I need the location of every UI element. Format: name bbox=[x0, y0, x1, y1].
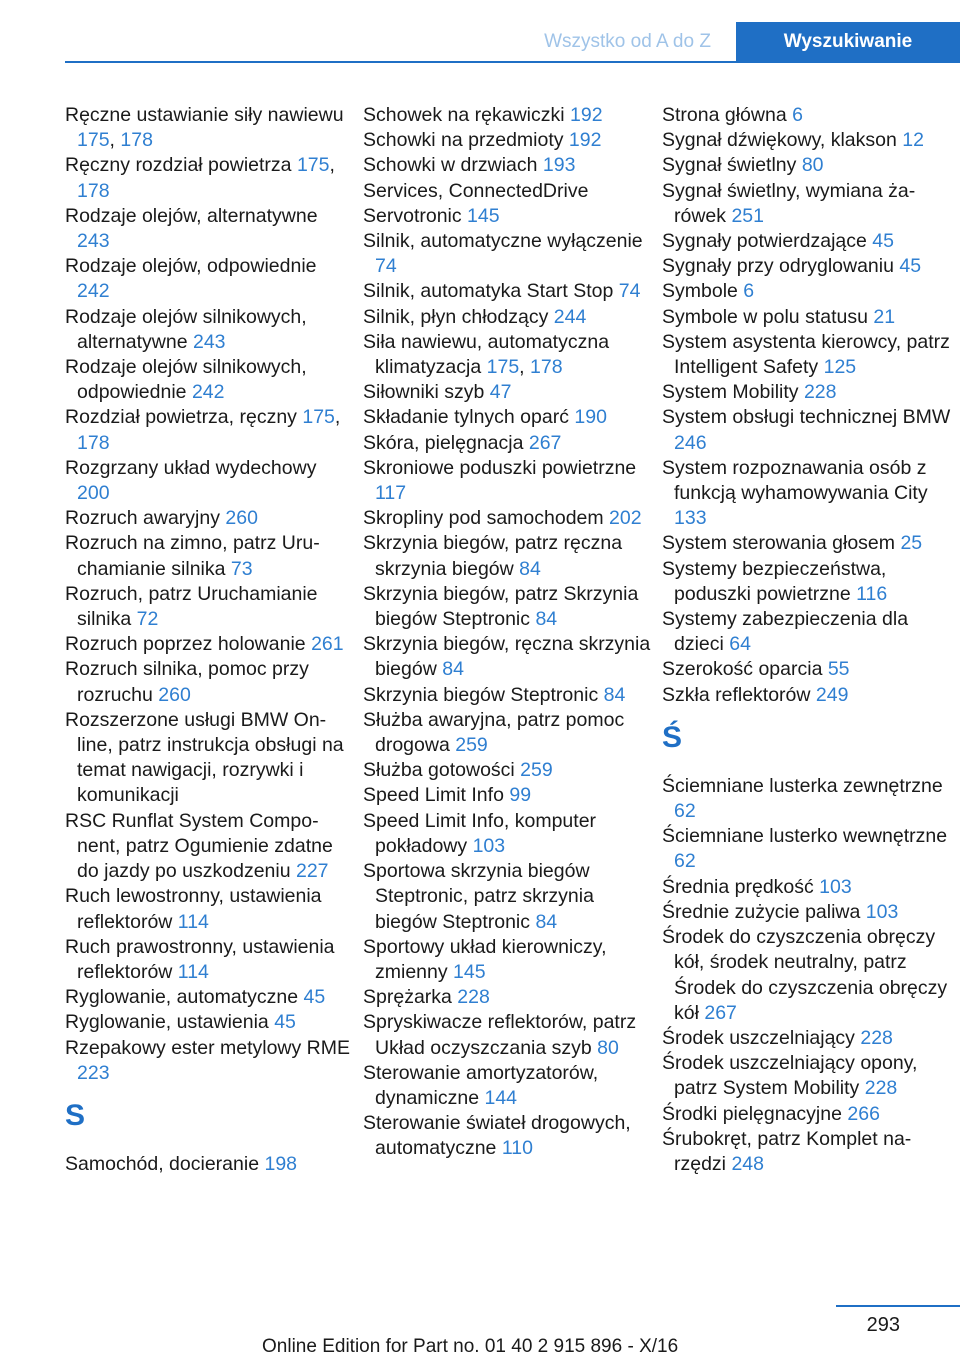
index-term: Służba awaryjna, patrz pomoc drogowa bbox=[363, 708, 625, 757]
index-entry bbox=[662, 1127, 952, 1177]
page-link[interactable]: 62 bbox=[674, 800, 696, 823]
index-term: Sportowa skrzynia biegów Steptronic, patrz skrzynia biegów Steptronic bbox=[363, 860, 594, 933]
index-entry bbox=[363, 279, 653, 304]
index-term: Skropliny pod samochodem bbox=[363, 507, 610, 530]
index-term: Schowki w drzwiach bbox=[363, 154, 543, 177]
index-term: Średnie zużycie paliwa bbox=[662, 900, 866, 923]
index-term: Sygnał świetlny bbox=[662, 154, 802, 177]
index-entry bbox=[662, 531, 952, 556]
page-link[interactable]: 72 bbox=[136, 608, 159, 631]
index-term: Średnia prędkość bbox=[662, 875, 820, 898]
index-term: Składanie tylnych oparć bbox=[363, 406, 575, 429]
page-link[interactable]: 64 bbox=[729, 633, 751, 656]
page-link[interactable]: 45 bbox=[274, 1011, 296, 1034]
index-entry bbox=[363, 431, 653, 456]
index-term: Symbole bbox=[662, 280, 744, 303]
page-link[interactable]: 99 bbox=[509, 784, 532, 807]
page-link[interactable]: 133 bbox=[674, 507, 707, 530]
index-entry bbox=[662, 824, 952, 874]
index-term: Schowki na przedmioty bbox=[363, 129, 569, 152]
index-entry bbox=[662, 900, 952, 925]
index-entry bbox=[662, 229, 952, 254]
page-link[interactable]: 84 bbox=[603, 683, 626, 706]
footer-divider bbox=[836, 1305, 960, 1307]
index-entry bbox=[65, 1010, 350, 1035]
page-link[interactable]: 80 bbox=[801, 154, 824, 177]
page-link[interactable]: 260 bbox=[158, 683, 191, 706]
index-term: Ręczne ustawianie siły nawiewu bbox=[65, 104, 344, 126]
index-entry bbox=[65, 632, 350, 657]
index-entry bbox=[662, 254, 952, 279]
index-term: Sygnał dźwiękowy, klakson bbox=[662, 129, 903, 152]
page-link[interactable]: 175 bbox=[302, 406, 335, 429]
page-link[interactable]: 251 bbox=[731, 204, 764, 227]
page-link[interactable]: 259 bbox=[455, 734, 488, 757]
index-term: System asystenta kierowcy, patrz Intelligent Safety bbox=[662, 330, 950, 379]
page-link[interactable]: 242 bbox=[77, 280, 110, 303]
index-term: Siłowniki szyb bbox=[363, 381, 490, 404]
page-link[interactable]: 178 bbox=[530, 356, 563, 379]
index-term: Środki pielęgnacyjne bbox=[662, 1102, 848, 1125]
index-term: Szkła reflektorów bbox=[662, 683, 816, 706]
index-entry bbox=[662, 607, 952, 657]
page-link[interactable]: 80 bbox=[597, 1036, 619, 1059]
index-entry bbox=[662, 153, 952, 178]
index-term: Szerokość oparcia bbox=[662, 658, 828, 681]
page-link[interactable]: 192 bbox=[570, 104, 603, 126]
index-entry bbox=[662, 683, 952, 708]
page-link[interactable]: 114 bbox=[177, 910, 209, 933]
index-term: Symbole w polu statusu bbox=[662, 305, 874, 328]
index-entry bbox=[65, 884, 350, 934]
page-link[interactable]: 25 bbox=[900, 532, 923, 555]
index-entry bbox=[363, 985, 653, 1010]
index-term: RSC Runflat System Component, patrz Ogumienie zdatne do jazdy po uszkodzeniu bbox=[65, 809, 333, 883]
index-term: Środek do czyszczenia obręczy kół, środek neutralny, patrz Środek do czyszczenia obręczy kół bbox=[662, 926, 948, 1024]
index-entry bbox=[662, 305, 952, 330]
index-entry bbox=[662, 1026, 952, 1051]
index-entry bbox=[363, 405, 653, 430]
index-entry bbox=[363, 204, 653, 229]
index-term: Sygnały przy odryglowaniu bbox=[662, 255, 900, 278]
index-term: Rozruch na zimno, patrz Uruchamianie silnika bbox=[65, 532, 320, 580]
edition-note: Online Edition for Part no. 01 40 2 915 896 - X/16 bbox=[262, 1336, 679, 1357]
section-letter: S bbox=[65, 1098, 86, 1132]
page-link[interactable]: 62 bbox=[674, 850, 696, 873]
page-link[interactable]: 228 bbox=[864, 1077, 898, 1100]
page-link[interactable]: 84 bbox=[519, 557, 541, 580]
index-term: Speed Limit Info bbox=[363, 784, 510, 807]
page-link[interactable]: 175 bbox=[77, 129, 110, 152]
page-link[interactable]: 267 bbox=[528, 431, 562, 454]
index-entry bbox=[662, 179, 952, 229]
page-link[interactable]: 178 bbox=[77, 431, 110, 454]
page-link[interactable]: 84 bbox=[535, 910, 558, 933]
index-term: Sygnały potwierdzające bbox=[662, 230, 873, 253]
index-entry bbox=[65, 305, 350, 355]
index-entry bbox=[65, 985, 350, 1010]
page-header bbox=[0, 0, 960, 62]
page-link[interactable]: 178 bbox=[120, 129, 153, 152]
index-entry bbox=[363, 1061, 653, 1111]
page-link[interactable]: 103 bbox=[819, 875, 852, 898]
index-term: Skrzynia biegów Steptronic bbox=[363, 683, 604, 706]
index-entry bbox=[363, 128, 653, 153]
index-term: Skrzynia biegów, ręczna skrzynia biegów bbox=[363, 633, 651, 681]
page-link[interactable]: 223 bbox=[77, 1061, 110, 1084]
index-term: Rozruch poprzez holowanie bbox=[65, 633, 312, 656]
index-entry bbox=[363, 683, 653, 708]
index-entry bbox=[65, 657, 350, 707]
index-entry bbox=[363, 708, 653, 758]
index-entry bbox=[363, 103, 653, 128]
index-entry: Siła nawiewu, automatyczna klimatyzacja 175, 178 bbox=[363, 330, 610, 379]
index-term: Rozruch, patrz Uruchamianie silnika bbox=[65, 582, 318, 631]
index-term: Sprężarka bbox=[363, 986, 458, 1009]
index-entry bbox=[363, 153, 653, 178]
index-term: Ruch lewostronny, ustawienia reflektorów bbox=[65, 885, 322, 933]
index-entry bbox=[662, 330, 952, 380]
page-link[interactable]: 47 bbox=[489, 381, 512, 404]
index-entry bbox=[662, 405, 952, 455]
index-term: Sterowanie amortyzatorów, dynamiczne bbox=[363, 1061, 599, 1109]
index-term: Skóra, pielęgnacja bbox=[363, 431, 529, 454]
index-entry bbox=[662, 657, 952, 682]
index-term: Spryskiwacze reflektorów, patrz Układ oczyszczania szyb bbox=[363, 1011, 637, 1059]
index-entry bbox=[363, 506, 653, 531]
index-term: Ściemniane lusterka zewnętrzne bbox=[662, 774, 943, 797]
index-term: Rodzaje olejów, odpowiednie bbox=[65, 255, 317, 278]
page-link[interactable]: 266 bbox=[847, 1102, 880, 1125]
index-entry bbox=[65, 582, 350, 632]
index-entry bbox=[65, 1152, 350, 1177]
page-link[interactable]: 259 bbox=[520, 759, 553, 782]
page-link[interactable]: 267 bbox=[704, 1001, 737, 1024]
index-term: Skrzynia biegów, patrz Skrzynia biegów Steptronic bbox=[363, 582, 639, 631]
index-term: Rzepakowy ester metylowy RME bbox=[65, 1036, 350, 1059]
index-term: Rodzaje olejów, alternatywne bbox=[65, 204, 318, 227]
index-term: Ryglowanie, ustawienia bbox=[65, 1011, 275, 1034]
index-entry bbox=[662, 103, 952, 128]
page-link[interactable]: 117 bbox=[375, 482, 407, 505]
index-entry bbox=[662, 380, 952, 405]
index-entry: Rozdział powietrza, ręczny 175, 178 bbox=[65, 406, 341, 454]
index-term: Strona główna bbox=[662, 104, 793, 126]
page-link[interactable]: 243 bbox=[192, 330, 226, 353]
page-link[interactable]: 243 bbox=[77, 230, 110, 253]
index-entry bbox=[363, 1111, 653, 1161]
page-link[interactable]: 45 bbox=[899, 255, 922, 278]
page-link[interactable]: 116 bbox=[856, 582, 888, 605]
page-link[interactable]: 248 bbox=[731, 1152, 764, 1175]
index-entry bbox=[65, 708, 350, 809]
index-entry bbox=[662, 279, 952, 304]
page-link[interactable]: 103 bbox=[865, 900, 899, 923]
page-link[interactable]: 55 bbox=[827, 658, 850, 681]
index-entry bbox=[363, 809, 653, 859]
index-column-3 bbox=[662, 103, 952, 1177]
index-term: Schowek na rękawiczki bbox=[363, 104, 570, 126]
index-term: Rozszerzone usługi BMW Online, patrz instrukcja obsługi na temat nawigacji, rozrywki i komunikacji bbox=[65, 708, 344, 807]
index-term: Speed Limit Info, komputer pokładowy bbox=[363, 809, 597, 857]
index-entry bbox=[662, 875, 952, 900]
page-link[interactable]: 228 bbox=[860, 1026, 893, 1049]
index-term: Systemy bezpieczeństwa, poduszki powietrzne bbox=[662, 557, 887, 605]
index-term: Silnik, automatyczne wyłączenie bbox=[363, 230, 643, 253]
index-entry bbox=[662, 128, 952, 153]
index-term: Systemy zabezpieczenia dla dzieci bbox=[662, 608, 909, 656]
index-entry bbox=[65, 254, 350, 304]
index-entry bbox=[363, 179, 653, 204]
page-link[interactable]: 261 bbox=[311, 633, 344, 656]
index-term: Ściemniane lusterko wewnętrzne bbox=[662, 825, 948, 848]
index-term: Skroniowe poduszki powietrzne bbox=[363, 456, 637, 479]
index-term: Sportowy układ kierowniczy, zmienny bbox=[363, 935, 607, 983]
index-entry bbox=[662, 1102, 952, 1127]
index-entry bbox=[65, 456, 350, 506]
page-link[interactable]: 198 bbox=[264, 1152, 298, 1175]
page-link[interactable]: 145 bbox=[453, 960, 486, 983]
page-link[interactable]: 242 bbox=[191, 381, 225, 404]
index-entry bbox=[363, 783, 653, 808]
index-entry bbox=[65, 355, 350, 405]
index-entry bbox=[363, 632, 653, 682]
index-entry bbox=[662, 1051, 952, 1101]
page-link[interactable]: 178 bbox=[77, 179, 110, 202]
index-entry bbox=[363, 935, 653, 985]
index-entry bbox=[363, 229, 653, 279]
index-term: Rodzaje olejów silnikowych, alternatywne bbox=[65, 305, 307, 353]
index-entry bbox=[363, 859, 653, 935]
page-link[interactable]: 246 bbox=[674, 431, 707, 454]
header-divider bbox=[65, 61, 960, 63]
page-link[interactable]: 244 bbox=[553, 305, 587, 328]
index-entry bbox=[363, 582, 653, 632]
page-link[interactable]: 228 bbox=[457, 986, 490, 1009]
page-link[interactable]: 45 bbox=[872, 230, 894, 253]
page-link[interactable]: 110 bbox=[501, 1137, 533, 1160]
page-link[interactable]: 249 bbox=[815, 683, 849, 706]
index-entry bbox=[363, 305, 653, 330]
index-entry: Ręczny rozdział powietrza 175, 178 bbox=[65, 154, 335, 202]
index-entry bbox=[65, 1036, 350, 1086]
index-term: Sygnał świetlny, wymiana żarówek bbox=[662, 179, 916, 227]
page-link[interactable]: 74 bbox=[618, 280, 641, 303]
index-term: System sterowania głosem bbox=[662, 532, 901, 555]
index-entry bbox=[65, 935, 350, 985]
page-link[interactable]: 21 bbox=[873, 305, 896, 328]
page-link[interactable]: 84 bbox=[535, 608, 558, 631]
index-term: System rozpoznawania osób z funkcją wyhamowywania City bbox=[662, 456, 928, 505]
tab-a-to-z[interactable]: Wszystko od A do Z bbox=[544, 31, 711, 52]
index-entry bbox=[363, 1010, 653, 1060]
index-term: Siła nawiewu, automatyczna klimatyzacja bbox=[363, 330, 610, 379]
index-term: Rodzaje olejów silnikowych, odpowiednie bbox=[65, 356, 307, 404]
index-entry: Ręczne ustawianie siły nawiewu 175, 178 bbox=[65, 104, 344, 152]
page-link[interactable]: 200 bbox=[77, 482, 110, 505]
page-link[interactable]: 12 bbox=[902, 129, 924, 152]
tab-search[interactable]: Wyszukiwanie bbox=[736, 22, 960, 62]
page-link[interactable]: 175 bbox=[486, 356, 520, 379]
index-column-1 bbox=[65, 103, 350, 1177]
page-link[interactable]: 84 bbox=[442, 658, 464, 681]
index-entry bbox=[65, 204, 350, 254]
index-entry bbox=[662, 925, 952, 1026]
index-term: Służba gotowości bbox=[363, 759, 521, 782]
page-link[interactable]: 125 bbox=[823, 356, 857, 379]
index-column-2 bbox=[363, 103, 653, 1162]
page-link[interactable]: 190 bbox=[574, 406, 607, 429]
index-entry bbox=[65, 531, 350, 581]
index-entry bbox=[363, 531, 653, 581]
page-link[interactable]: 73 bbox=[230, 557, 253, 580]
index-term: Rozgrzany układ wydechowy bbox=[65, 456, 317, 479]
index-entry bbox=[363, 758, 653, 783]
page-link[interactable]: 145 bbox=[467, 204, 500, 227]
index-term: Skrzynia biegów, patrz ręczna skrzynia biegów bbox=[363, 532, 623, 580]
index-term: System Mobility bbox=[662, 381, 804, 404]
page-link[interactable]: 192 bbox=[568, 129, 602, 152]
section-letter: Ś bbox=[662, 720, 683, 754]
index-term: Sterowanie świateł drogowych, automatyczne bbox=[363, 1112, 631, 1160]
index-term: Środek uszczelniający opony, patrz System Mobility bbox=[662, 1052, 918, 1100]
page-link[interactable]: 144 bbox=[484, 1086, 518, 1109]
index-term: Rozruch silnika, pomoc przy rozruchu bbox=[65, 658, 309, 706]
page-link[interactable]: 193 bbox=[542, 154, 576, 177]
page-link[interactable]: 74 bbox=[375, 255, 397, 278]
index-term: Silnik, płyn chłodzący bbox=[363, 305, 554, 328]
index-entry bbox=[65, 809, 350, 885]
index-term: Rozruch awaryjny bbox=[65, 507, 226, 530]
index-entry bbox=[662, 456, 952, 532]
index-term: System obsługi technicznej BMW bbox=[662, 406, 951, 429]
page-link[interactable]: 175 bbox=[296, 154, 330, 177]
index-entry bbox=[662, 774, 952, 824]
page-link[interactable]: 202 bbox=[609, 507, 642, 530]
index-term: Ruch prawostronny, ustawienia reflektorów bbox=[65, 935, 335, 983]
index-entry bbox=[363, 380, 653, 405]
index-entry bbox=[65, 506, 350, 531]
page-link[interactable]: 260 bbox=[225, 507, 258, 530]
page-link[interactable]: 227 bbox=[295, 860, 329, 883]
index-term: Samochód, docieranie bbox=[65, 1152, 265, 1175]
index-term: Rozdział powietrza, ręczny bbox=[65, 406, 303, 429]
index-term: Śrubokręt, patrz Komplet narzędzi bbox=[662, 1127, 912, 1175]
index-entry bbox=[662, 557, 952, 607]
index-term: Services, ConnectedDrive bbox=[363, 179, 589, 202]
index-term: Ręczny rozdział powietrza bbox=[65, 154, 297, 177]
page-link[interactable]: 45 bbox=[303, 986, 326, 1009]
index-term: Silnik, automatyka Start Stop bbox=[363, 280, 619, 303]
page-number: 293 bbox=[866, 1314, 900, 1336]
page-link[interactable]: 103 bbox=[472, 834, 506, 857]
index-term: Servotronic bbox=[363, 204, 468, 227]
page-link[interactable]: 6 bbox=[792, 104, 803, 126]
index-entry bbox=[363, 456, 653, 506]
page-link[interactable]: 114 bbox=[177, 960, 209, 983]
page-link[interactable]: 228 bbox=[803, 381, 837, 404]
page-link[interactable]: 6 bbox=[743, 280, 755, 303]
index-term: Środek uszczelniający bbox=[662, 1026, 861, 1049]
index-term: Ryglowanie, automatyczne bbox=[65, 986, 304, 1009]
